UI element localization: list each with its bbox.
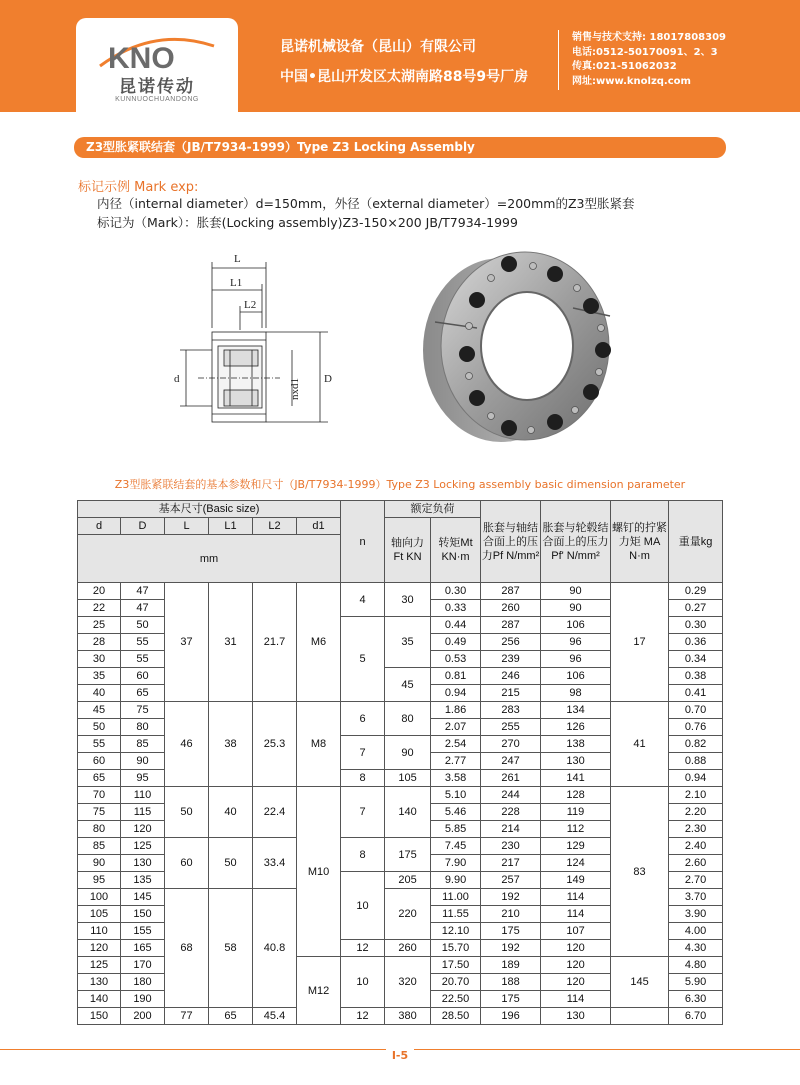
cell-Mt: 11.00 — [431, 889, 481, 906]
company-address: 中国•昆山开发区太湖南路88号9号厂房 — [280, 69, 529, 85]
cell-Pf2: 114 — [541, 906, 611, 923]
th-torque: 转矩Mt KN·m — [431, 518, 481, 583]
cell-Pf2: 120 — [541, 940, 611, 957]
cell-d: 120 — [78, 940, 121, 957]
header-divider — [558, 30, 559, 90]
cell-d: 130 — [78, 974, 121, 991]
cell-n: 5 — [341, 617, 385, 702]
cell-L1: 65 — [209, 1008, 253, 1025]
cell-d: 150 — [78, 1008, 121, 1025]
cell-d: 35 — [78, 668, 121, 685]
cell-weight: 2.70 — [669, 872, 723, 889]
cell-d: 50 — [78, 719, 121, 736]
cell-d: 70 — [78, 787, 121, 804]
table-row — [78, 583, 723, 600]
cell-Pf: 239 — [481, 651, 541, 668]
cell-Ft: 320 — [385, 957, 431, 1008]
cell-Pf2: 130 — [541, 753, 611, 770]
cell-MA: 17 — [611, 583, 669, 702]
mark-example-line2: 标记为（Mark）：胀套(Locking assembly)Z3-150×200 JB/T7934-1999 — [97, 215, 518, 230]
cell-Pf2: 138 — [541, 736, 611, 753]
cell-d1: M6 — [297, 583, 341, 702]
cell-weight: 2.60 — [669, 855, 723, 872]
cell-D: 165 — [121, 940, 165, 957]
cell-d: 85 — [78, 838, 121, 855]
cell-MA: 145 — [611, 957, 669, 1008]
cell-Pf: 217 — [481, 855, 541, 872]
logo-english-name: KUNNUOCHUANDONG — [115, 96, 199, 103]
cell-Mt: 5.46 — [431, 804, 481, 821]
cell-Ft: 205 — [385, 872, 431, 889]
cell-Mt: 2.07 — [431, 719, 481, 736]
cell-Pf2: 90 — [541, 600, 611, 617]
cell-L2: 45.4 — [253, 1008, 297, 1025]
cell-Pf2: 112 — [541, 821, 611, 838]
cell-Pf2: 128 — [541, 787, 611, 804]
cell-Mt: 0.49 — [431, 634, 481, 651]
cell-Pf: 246 — [481, 668, 541, 685]
cell-weight: 5.90 — [669, 974, 723, 991]
cell-D: 110 — [121, 787, 165, 804]
svg-text:KNO: KNO — [108, 42, 175, 72]
cell-d: 20 — [78, 583, 121, 600]
cell-d: 140 — [78, 991, 121, 1008]
cell-Mt: 0.30 — [431, 583, 481, 600]
cell-n: 4 — [341, 583, 385, 617]
table-body — [78, 583, 723, 1025]
cell-Pf2: 130 — [541, 1008, 611, 1025]
cell-weight: 0.70 — [669, 702, 723, 719]
cell-D: 95 — [121, 770, 165, 787]
cell-d: 40 — [78, 685, 121, 702]
cell-d1: M10 — [297, 787, 341, 957]
cell-D: 65 — [121, 685, 165, 702]
cell-Mt: 0.33 — [431, 600, 481, 617]
cell-Pf2: 119 — [541, 804, 611, 821]
dimension-table — [77, 500, 723, 1025]
cell-D: 47 — [121, 600, 165, 617]
cell-weight: 0.41 — [669, 685, 723, 702]
th-n: n — [341, 501, 385, 583]
cell-Mt: 22.50 — [431, 991, 481, 1008]
cell-n: 8 — [341, 838, 385, 872]
cell-Mt: 1.86 — [431, 702, 481, 719]
cell-D: 75 — [121, 702, 165, 719]
cell-L: 77 — [165, 1008, 209, 1025]
cell-d: 90 — [78, 855, 121, 872]
cell-n: 8 — [341, 770, 385, 787]
cell-n: 6 — [341, 702, 385, 736]
cell-d: 22 — [78, 600, 121, 617]
cell-d: 80 — [78, 821, 121, 838]
cell-L: 68 — [165, 889, 209, 1008]
product-photo — [405, 238, 615, 448]
cell-Mt: 7.90 — [431, 855, 481, 872]
cell-Mt: 20.70 — [431, 974, 481, 991]
cell-Pf: 215 — [481, 685, 541, 702]
cell-Pf: 283 — [481, 702, 541, 719]
th-shaft-pressure: 胀套与轴结合面上的压力Pf N/mm² — [481, 501, 541, 583]
th-screw-torque: 螺钉的拧紧力矩 MA N·m — [611, 501, 669, 583]
th-L2: L2 — [253, 518, 297, 535]
table-row — [78, 1008, 723, 1025]
th-hub-pressure: 胀套与轮毂结合面上的压力Pf' N/mm² — [541, 501, 611, 583]
cell-Pf2: 90 — [541, 583, 611, 600]
table-row — [78, 787, 723, 804]
cell-Mt: 2.54 — [431, 736, 481, 753]
cell-Ft: 35 — [385, 617, 431, 668]
cell-Pf: 188 — [481, 974, 541, 991]
cell-weight: 4.80 — [669, 957, 723, 974]
cell-Pf2: 129 — [541, 838, 611, 855]
cell-Pf2: 107 — [541, 923, 611, 940]
cell-Mt: 0.81 — [431, 668, 481, 685]
cell-Pf: 260 — [481, 600, 541, 617]
cell-weight: 0.34 — [669, 651, 723, 668]
cell-Mt: 11.55 — [431, 906, 481, 923]
cell-D: 80 — [121, 719, 165, 736]
contact-fax: 传真:021-51062032 — [572, 61, 677, 72]
cell-Pf: 287 — [481, 583, 541, 600]
dim-label-d: d — [174, 373, 180, 385]
cell-weight: 0.36 — [669, 634, 723, 651]
cell-d: 65 — [78, 770, 121, 787]
cell-D: 85 — [121, 736, 165, 753]
cell-weight: 6.30 — [669, 991, 723, 1008]
cell-Mt: 0.53 — [431, 651, 481, 668]
cell-weight: 2.40 — [669, 838, 723, 855]
cell-D: 135 — [121, 872, 165, 889]
cell-Pf2: 149 — [541, 872, 611, 889]
th-weight: 重量kg — [669, 501, 723, 583]
cell-Pf: 256 — [481, 634, 541, 651]
cell-D: 155 — [121, 923, 165, 940]
cell-Mt: 9.90 — [431, 872, 481, 889]
cell-Pf: 196 — [481, 1008, 541, 1025]
cell-Pf2: 124 — [541, 855, 611, 872]
cell-D: 180 — [121, 974, 165, 991]
cell-Pf2: 134 — [541, 702, 611, 719]
cell-Ft: 80 — [385, 702, 431, 736]
cell-d: 100 — [78, 889, 121, 906]
cell-Mt: 12.10 — [431, 923, 481, 940]
cell-weight: 4.30 — [669, 940, 723, 957]
cell-Pf2: 96 — [541, 634, 611, 651]
cell-L: 60 — [165, 838, 209, 889]
cell-D: 47 — [121, 583, 165, 600]
cell-Pf2: 96 — [541, 651, 611, 668]
cell-weight: 2.10 — [669, 787, 723, 804]
cell-D: 125 — [121, 838, 165, 855]
cell-n: 12 — [341, 940, 385, 957]
cell-D: 200 — [121, 1008, 165, 1025]
cell-Pf: 192 — [481, 889, 541, 906]
cell-Pf2: 114 — [541, 991, 611, 1008]
cell-weight: 2.20 — [669, 804, 723, 821]
cell-D: 55 — [121, 651, 165, 668]
cell-MA — [611, 1008, 669, 1025]
company-logo — [76, 18, 238, 112]
cell-d1: M12 — [297, 957, 341, 1025]
cell-Pf: 247 — [481, 753, 541, 770]
dim-label-L: L — [234, 253, 241, 265]
cell-D: 90 — [121, 753, 165, 770]
page-number-text: I-5 — [386, 1049, 414, 1062]
cell-weight: 3.90 — [669, 906, 723, 923]
cell-Mt: 15.70 — [431, 940, 481, 957]
th-d: d — [78, 518, 121, 535]
cell-L2: 40.8 — [253, 889, 297, 1008]
dim-label-L2: L2 — [244, 299, 257, 311]
th-d1: d1 — [297, 518, 341, 535]
cell-weight: 0.76 — [669, 719, 723, 736]
cell-d1: M8 — [297, 702, 341, 787]
cell-d: 30 — [78, 651, 121, 668]
th-basic-size: 基本尺寸(Basic size) — [78, 501, 341, 518]
cell-Pf: 175 — [481, 991, 541, 1008]
cell-weight: 0.29 — [669, 583, 723, 600]
cell-Pf2: 106 — [541, 617, 611, 634]
cell-Ft: 45 — [385, 668, 431, 702]
cell-Pf: 210 — [481, 906, 541, 923]
dim-label-nxd1: nxd1 — [289, 378, 301, 400]
cell-L1: 38 — [209, 702, 253, 787]
cell-d: 75 — [78, 804, 121, 821]
cell-n: 7 — [341, 736, 385, 770]
cell-L: 46 — [165, 702, 209, 787]
cell-Pf2: 114 — [541, 889, 611, 906]
cell-Pf2: 120 — [541, 974, 611, 991]
cell-Pf2: 126 — [541, 719, 611, 736]
cell-Mt: 0.44 — [431, 617, 481, 634]
cell-d: 55 — [78, 736, 121, 753]
table-row — [78, 702, 723, 719]
cross-section-drawing — [168, 250, 343, 430]
cell-D: 50 — [121, 617, 165, 634]
cell-weight: 0.38 — [669, 668, 723, 685]
cell-D: 60 — [121, 668, 165, 685]
cell-Mt: 5.10 — [431, 787, 481, 804]
cell-L1: 50 — [209, 838, 253, 889]
cell-Ft: 175 — [385, 838, 431, 872]
cell-Pf: 255 — [481, 719, 541, 736]
cell-Mt: 0.94 — [431, 685, 481, 702]
cell-d: 125 — [78, 957, 121, 974]
cell-weight: 3.70 — [669, 889, 723, 906]
cell-L2: 25.3 — [253, 702, 297, 787]
cell-Pf2: 98 — [541, 685, 611, 702]
cell-L1: 31 — [209, 583, 253, 702]
contact-sales: 销售与技术支持: 18017808309 — [572, 32, 727, 43]
th-mm: mm — [78, 535, 341, 583]
cell-Pf: 261 — [481, 770, 541, 787]
cell-L1: 40 — [209, 787, 253, 838]
cell-weight: 0.88 — [669, 753, 723, 770]
cell-Mt: 17.50 — [431, 957, 481, 974]
cell-Ft: 140 — [385, 787, 431, 838]
cell-weight: 0.27 — [669, 600, 723, 617]
cell-D: 190 — [121, 991, 165, 1008]
cell-Pf: 270 — [481, 736, 541, 753]
cell-weight: 4.00 — [669, 923, 723, 940]
cell-Pf: 192 — [481, 940, 541, 957]
cell-Pf: 244 — [481, 787, 541, 804]
contact-website: 网址:www.knolzq.com — [572, 75, 691, 87]
cell-Mt: 2.77 — [431, 753, 481, 770]
cell-L1: 58 — [209, 889, 253, 1008]
cell-weight: 0.94 — [669, 770, 723, 787]
cell-Ft: 90 — [385, 736, 431, 770]
mark-example-title: 标记示例 Mark exp: — [78, 180, 199, 195]
cell-n: 10 — [341, 872, 385, 940]
company-name: 昆诺机械设备（昆山）有限公司 — [280, 39, 476, 55]
dim-label-L1: L1 — [230, 277, 243, 289]
contact-phone: 电话:0512-50170091、2、3 — [572, 46, 718, 58]
cell-D: 145 — [121, 889, 165, 906]
cell-Pf: 287 — [481, 617, 541, 634]
th-L: L — [165, 518, 209, 535]
cell-Mt: 5.85 — [431, 821, 481, 838]
th-axial: 轴向力 Ft KN — [385, 518, 431, 583]
cell-Pf2: 120 — [541, 957, 611, 974]
cell-n: 10 — [341, 957, 385, 1008]
cell-L2: 33.4 — [253, 838, 297, 889]
cell-Pf: 214 — [481, 821, 541, 838]
cell-L: 50 — [165, 787, 209, 838]
cell-Ft: 105 — [385, 770, 431, 787]
cell-D: 150 — [121, 906, 165, 923]
cell-Mt: 28.50 — [431, 1008, 481, 1025]
cell-d: 105 — [78, 906, 121, 923]
cell-n: 7 — [341, 787, 385, 838]
cell-Pf: 175 — [481, 923, 541, 940]
th-D: D — [121, 518, 165, 535]
cell-Pf: 228 — [481, 804, 541, 821]
cell-D: 115 — [121, 804, 165, 821]
cell-d: 95 — [78, 872, 121, 889]
section-title: Z3型胀紧联结套（JB/T7934-1999）Type Z3 Locking Assembly — [74, 137, 726, 158]
page-number — [0, 1049, 800, 1062]
cell-Pf: 189 — [481, 957, 541, 974]
cell-Ft: 260 — [385, 940, 431, 957]
logo-chinese-name: 昆诺传动 — [119, 77, 195, 97]
cell-Pf2: 141 — [541, 770, 611, 787]
cell-d: 45 — [78, 702, 121, 719]
cell-Ft: 220 — [385, 889, 431, 940]
table-title: Z3型胀紧联结套的基本参数和尺寸（JB/T7934-1999）Type Z3 Locking assembly basic dimension parameter — [114, 478, 686, 491]
cell-Mt: 3.58 — [431, 770, 481, 787]
cell-D: 170 — [121, 957, 165, 974]
cell-weight: 0.30 — [669, 617, 723, 634]
kno-logo-icon — [94, 32, 220, 72]
cell-d: 110 — [78, 923, 121, 940]
cell-L2: 22.4 — [253, 787, 297, 838]
cell-Pf: 230 — [481, 838, 541, 855]
th-L1: L1 — [209, 518, 253, 535]
page-header — [0, 0, 800, 112]
cell-Pf2: 106 — [541, 668, 611, 685]
cell-Pf: 257 — [481, 872, 541, 889]
cell-weight: 2.30 — [669, 821, 723, 838]
cell-Mt: 7.45 — [431, 838, 481, 855]
cell-d: 60 — [78, 753, 121, 770]
cell-weight: 0.82 — [669, 736, 723, 753]
header-row-1 — [78, 501, 723, 518]
cell-Ft: 30 — [385, 583, 431, 617]
cell-D: 120 — [121, 821, 165, 838]
cell-MA: 41 — [611, 702, 669, 787]
cell-L: 37 — [165, 583, 209, 702]
dim-label-D: D — [324, 373, 332, 385]
cell-n: 12 — [341, 1008, 385, 1025]
cell-D: 130 — [121, 855, 165, 872]
cell-L2: 21.7 — [253, 583, 297, 702]
mark-example-line1: 内径（internal diameter）d=150mm，外径（external diameter）=200mm的Z3型胀紧套 — [97, 196, 635, 211]
cell-d: 28 — [78, 634, 121, 651]
cell-weight: 6.70 — [669, 1008, 723, 1025]
cell-MA: 83 — [611, 787, 669, 957]
cell-D: 55 — [121, 634, 165, 651]
th-rated-load: 额定负荷 — [385, 501, 481, 518]
cell-d: 25 — [78, 617, 121, 634]
contact-info — [572, 31, 726, 89]
cell-Ft: 380 — [385, 1008, 431, 1025]
